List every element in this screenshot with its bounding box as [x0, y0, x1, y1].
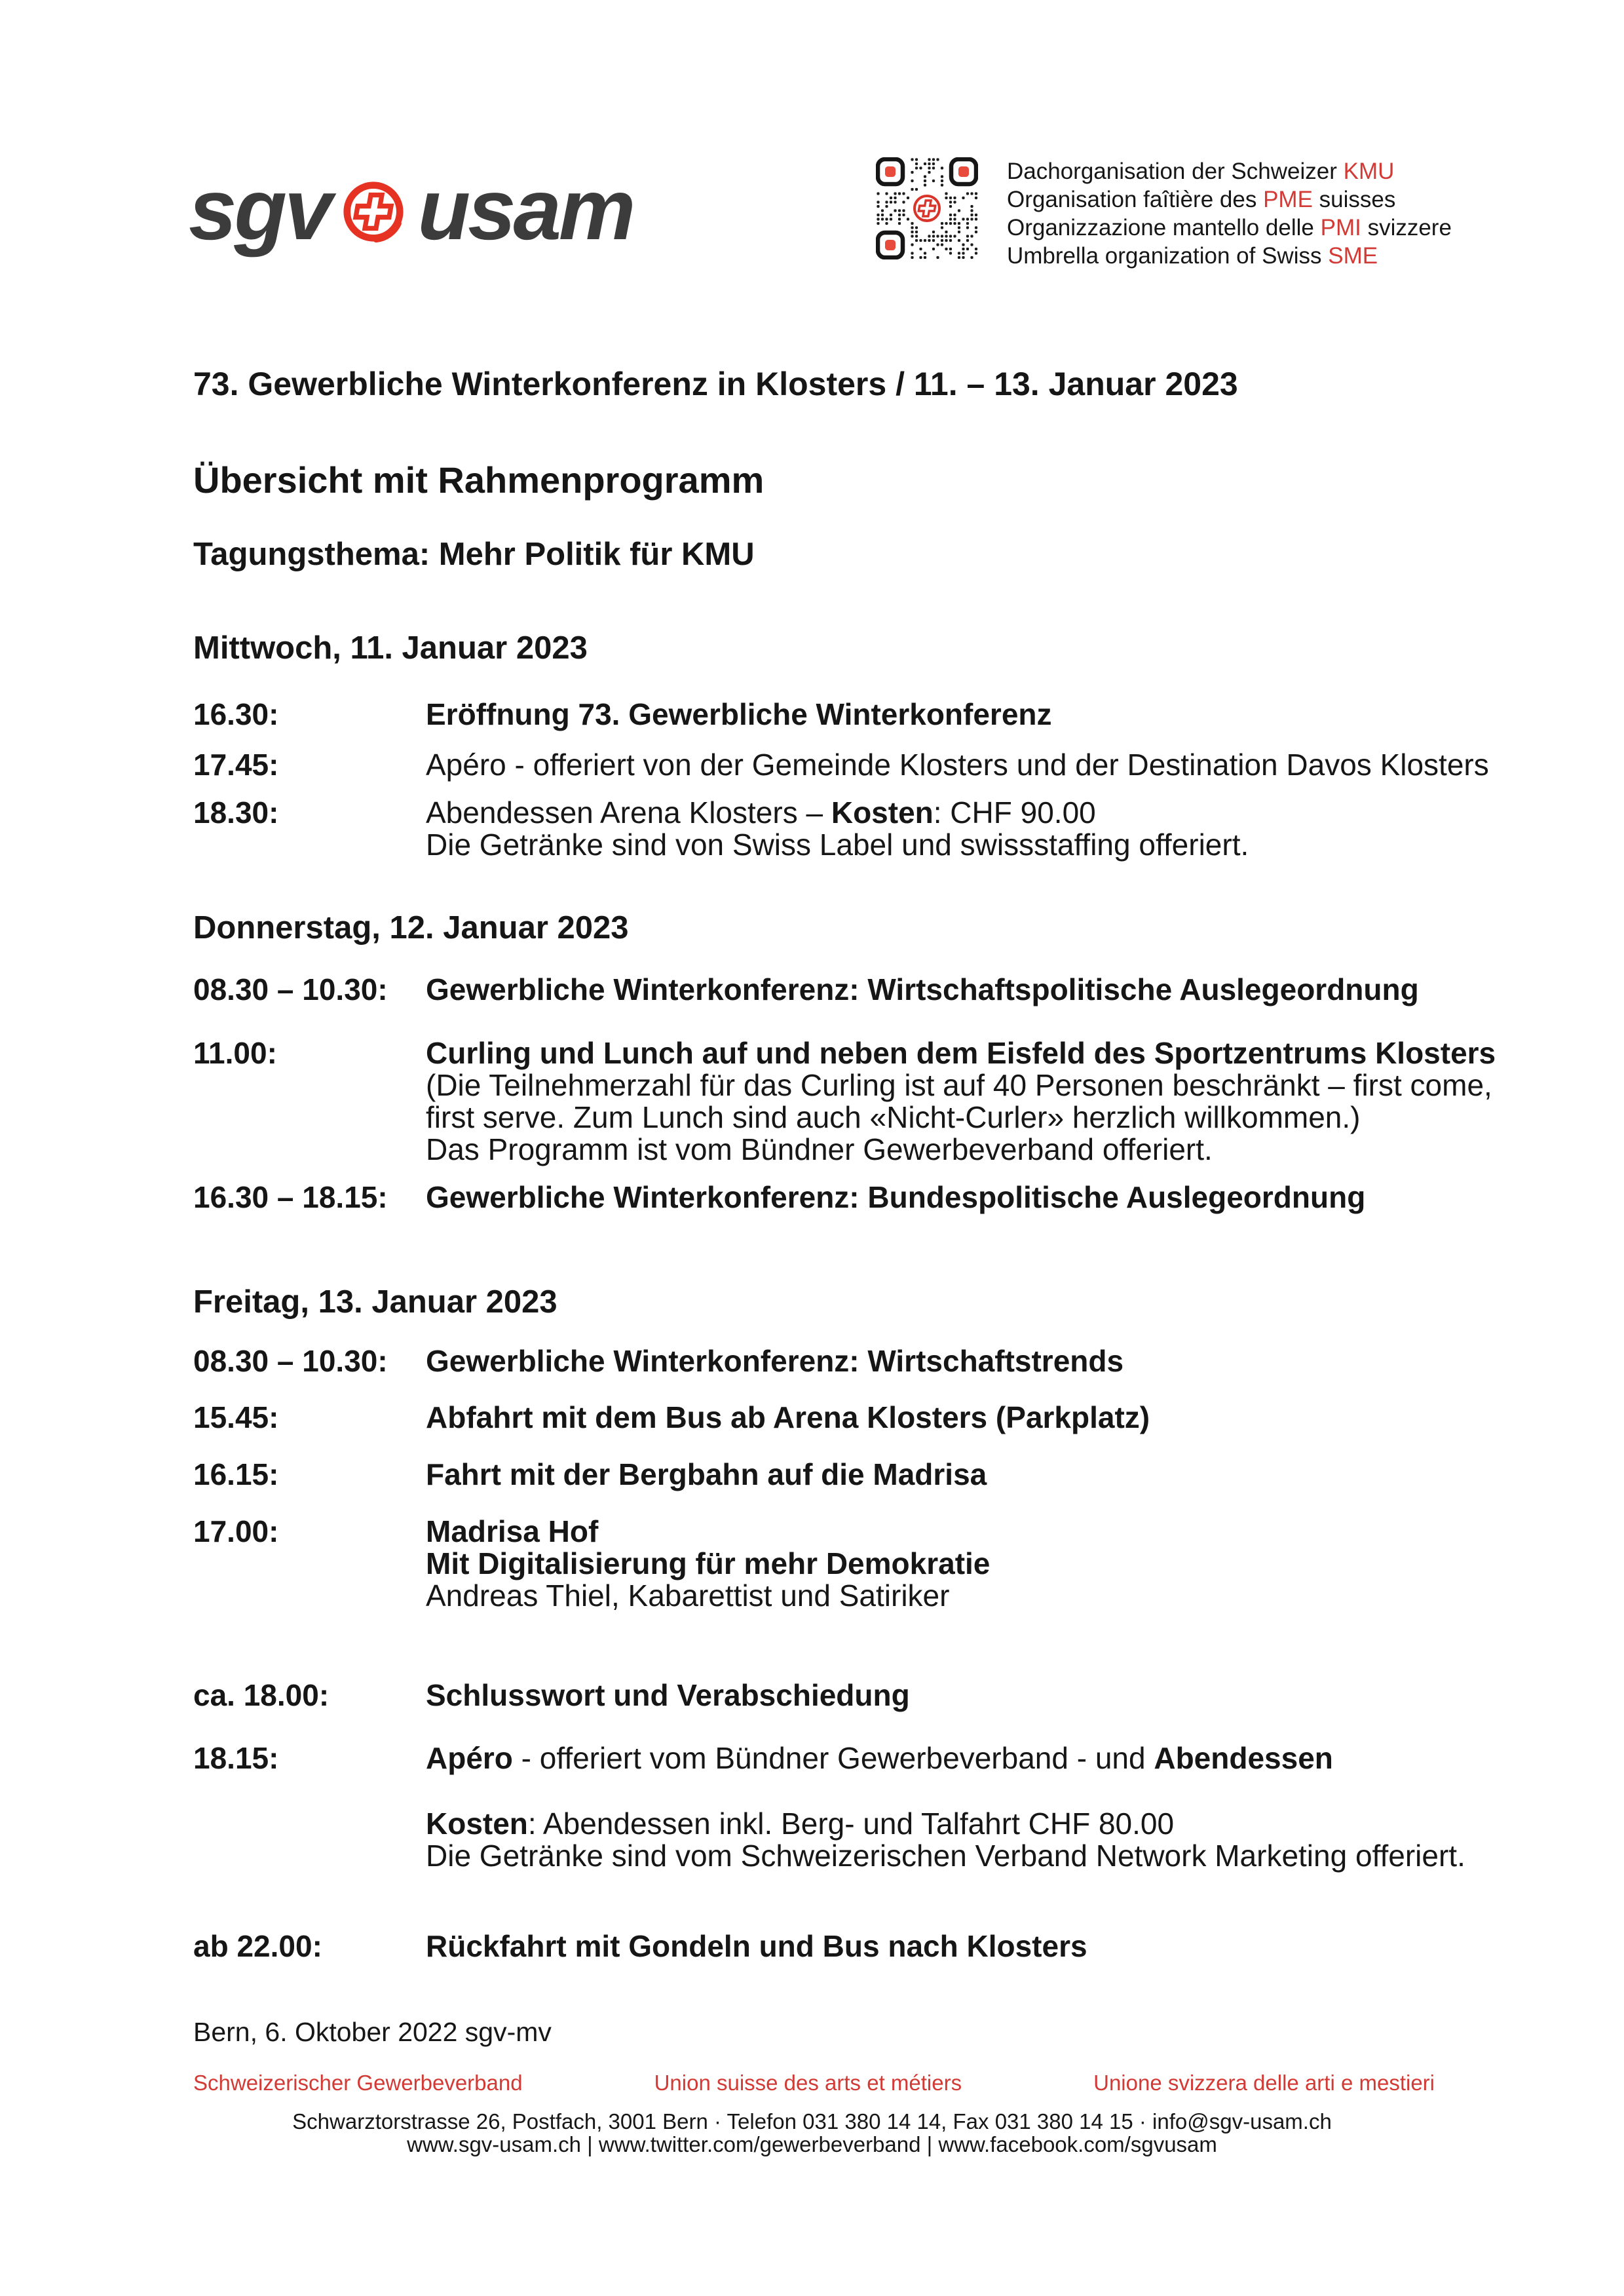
event-time: 16.15: — [193, 1457, 279, 1491]
day-heading-mittwoch: Mittwoch, 11. Januar 2023 — [193, 630, 588, 666]
event-time: 18.30: — [193, 795, 279, 830]
event-description — [426, 1808, 1465, 1872]
accent-pmi: PMI — [1320, 215, 1361, 240]
event-time: 15.45: — [193, 1400, 279, 1434]
event-description — [426, 974, 1419, 1006]
text-segment: Andreas Thiel, Kabarettist und Satiriker — [426, 1578, 950, 1613]
text-segment: Kosten — [831, 795, 934, 830]
logo-text-sgv: sgv — [189, 161, 330, 258]
event-time: 17.00: — [193, 1514, 279, 1548]
text-segment: (Die Teilnehmerzahl für das Curling ist auf 40 Personen beschränkt – first come, — [426, 1068, 1492, 1102]
swiss-cross-emblem-icon — [339, 177, 408, 246]
event-description — [426, 1345, 1124, 1377]
header-claims — [1007, 157, 1452, 270]
event-description — [426, 749, 1489, 781]
event-time: 16.30 – 18.15: — [193, 1180, 388, 1214]
claim-it: Organizzazione mantello delle PMI svizzere — [1007, 215, 1452, 240]
text-segment: Eröffnung 73. Gewerbliche Winterkonferenz — [426, 697, 1052, 731]
event-description — [426, 1516, 990, 1612]
accent-sme: SME — [1328, 243, 1378, 269]
text-segment: Mit Digitalisierung für mehr Demokratie — [426, 1546, 991, 1580]
text-segment: first serve. Zum Lunch sind auch «Nicht-Curler» herzlich willkommen.) — [426, 1100, 1361, 1134]
event-description — [426, 698, 1052, 731]
event-time: ca. 18.00: — [193, 1678, 330, 1712]
event-description — [426, 1679, 910, 1712]
event-time: 17.45: — [193, 748, 279, 782]
accent-kmu: KMU — [1343, 159, 1395, 184]
event-time: 08.30 – 10.30: — [193, 1344, 388, 1378]
event-description — [426, 1037, 1496, 1166]
event-description — [426, 1402, 1150, 1434]
text-segment: Kosten — [426, 1807, 528, 1841]
text-segment: : Abendessen inkl. Berg- und Talfahrt CHF 80.00 — [527, 1807, 1175, 1841]
claim-fr: Organisation faîtière des PME suisses — [1007, 187, 1396, 212]
text-segment: Die Getränke sind vom Schweizerischen Verband Network Marketing offeriert. — [426, 1839, 1465, 1873]
qr-code — [876, 157, 978, 259]
text-segment: Die Getränke sind von Swiss Label und swissstaffing offeriert. — [426, 828, 1249, 862]
text-segment: Schlusswort und Verabschiedung — [426, 1678, 910, 1712]
text-segment: Apéro - offeriert von der Gemeinde Klosters und der Destination Davos Klosters — [426, 748, 1489, 782]
day-heading-donnerstag: Donnerstag, 12. Januar 2023 — [193, 910, 629, 946]
text-segment: Abendessen Arena Klosters – — [426, 795, 831, 830]
text-segment: Abfahrt mit dem Bus ab Arena Klosters (Parkplatz) — [426, 1400, 1150, 1434]
text-segment: Gewerbliche Winterkonferenz: Bundespolitische Auslegeordnung — [426, 1180, 1366, 1214]
text-segment: Madrisa Hof — [426, 1514, 599, 1548]
conference-theme: Tagungsthema: Mehr Politik für KMU — [193, 537, 755, 572]
footer-address: Schwarztorstrasse 26, Postfach, 3001 Bern · Telefon 031 380 14 14, Fax 031 380 14 15 · info@sgv-usam.ch — [292, 2109, 1332, 2133]
logo-text-usam: usam — [417, 161, 633, 258]
accent-pme: PME — [1263, 187, 1313, 212]
org-de: Schweizerischer Gewerbeverband — [193, 2071, 523, 2095]
event-description — [426, 1930, 1087, 1962]
event-description — [426, 1181, 1365, 1214]
text-segment: Curling und Lunch auf und neben dem Eisfeld des Sportzentrums Klosters — [426, 1036, 1496, 1070]
text-segment: Apéro — [426, 1741, 513, 1775]
claim-de: Dachorganisation der Schweizer KMU — [1007, 159, 1395, 184]
dateline: Bern, 6. Oktober 2022 sgv-mv — [193, 2017, 552, 2047]
org-it: Unione svizzera delle arti e mestieri — [1093, 2071, 1435, 2095]
text-segment: Gewerbliche Winterkonferenz: Wirtschaftspolitische Auslegeordnung — [426, 972, 1419, 1006]
text-segment: : CHF 90.00 — [933, 795, 1096, 830]
event-time: 18.15: — [193, 1741, 279, 1775]
day-heading-freitag: Freitag, 13. Januar 2023 — [193, 1284, 557, 1320]
sgv-usam-logo — [189, 157, 633, 262]
event-description — [426, 797, 1249, 861]
event-description — [426, 1459, 987, 1491]
claim-en: Umbrella organization of Swiss SME — [1007, 243, 1378, 269]
footer-links: www.sgv-usam.ch | www.twitter.com/gewerbeverband | www.facebook.com/sgvusam — [407, 2132, 1217, 2156]
event-time: 08.30 – 10.30: — [193, 972, 388, 1006]
qr-center-emblem — [915, 196, 939, 221]
document-title: 73. Gewerbliche Winterkonferenz in Klosters / 11. – 13. Januar 2023 — [193, 366, 1238, 402]
text-segment: Rückfahrt mit Gondeln und Bus nach Klosters — [426, 1929, 1087, 1963]
event-description — [426, 1742, 1333, 1774]
page-subtitle: Übersicht mit Rahmenprogramm — [193, 459, 765, 501]
text-segment: Abendessen — [1154, 1741, 1333, 1775]
event-time: ab 22.00: — [193, 1929, 322, 1963]
text-segment: Das Programm ist vom Bündner Gewerbeverband offeriert. — [426, 1132, 1213, 1166]
footer-organizations — [193, 2071, 1435, 2095]
org-fr: Union suisse des arts et métiers — [654, 2071, 962, 2095]
text-segment: Fahrt mit der Bergbahn auf die Madrisa — [426, 1457, 987, 1491]
text-segment: Gewerbliche Winterkonferenz: Wirtschaftstrends — [426, 1344, 1124, 1378]
event-time: 11.00: — [193, 1036, 277, 1070]
event-time: 16.30: — [193, 697, 279, 731]
text-segment: - offeriert vom Bündner Gewerbeverband - und — [512, 1741, 1154, 1775]
